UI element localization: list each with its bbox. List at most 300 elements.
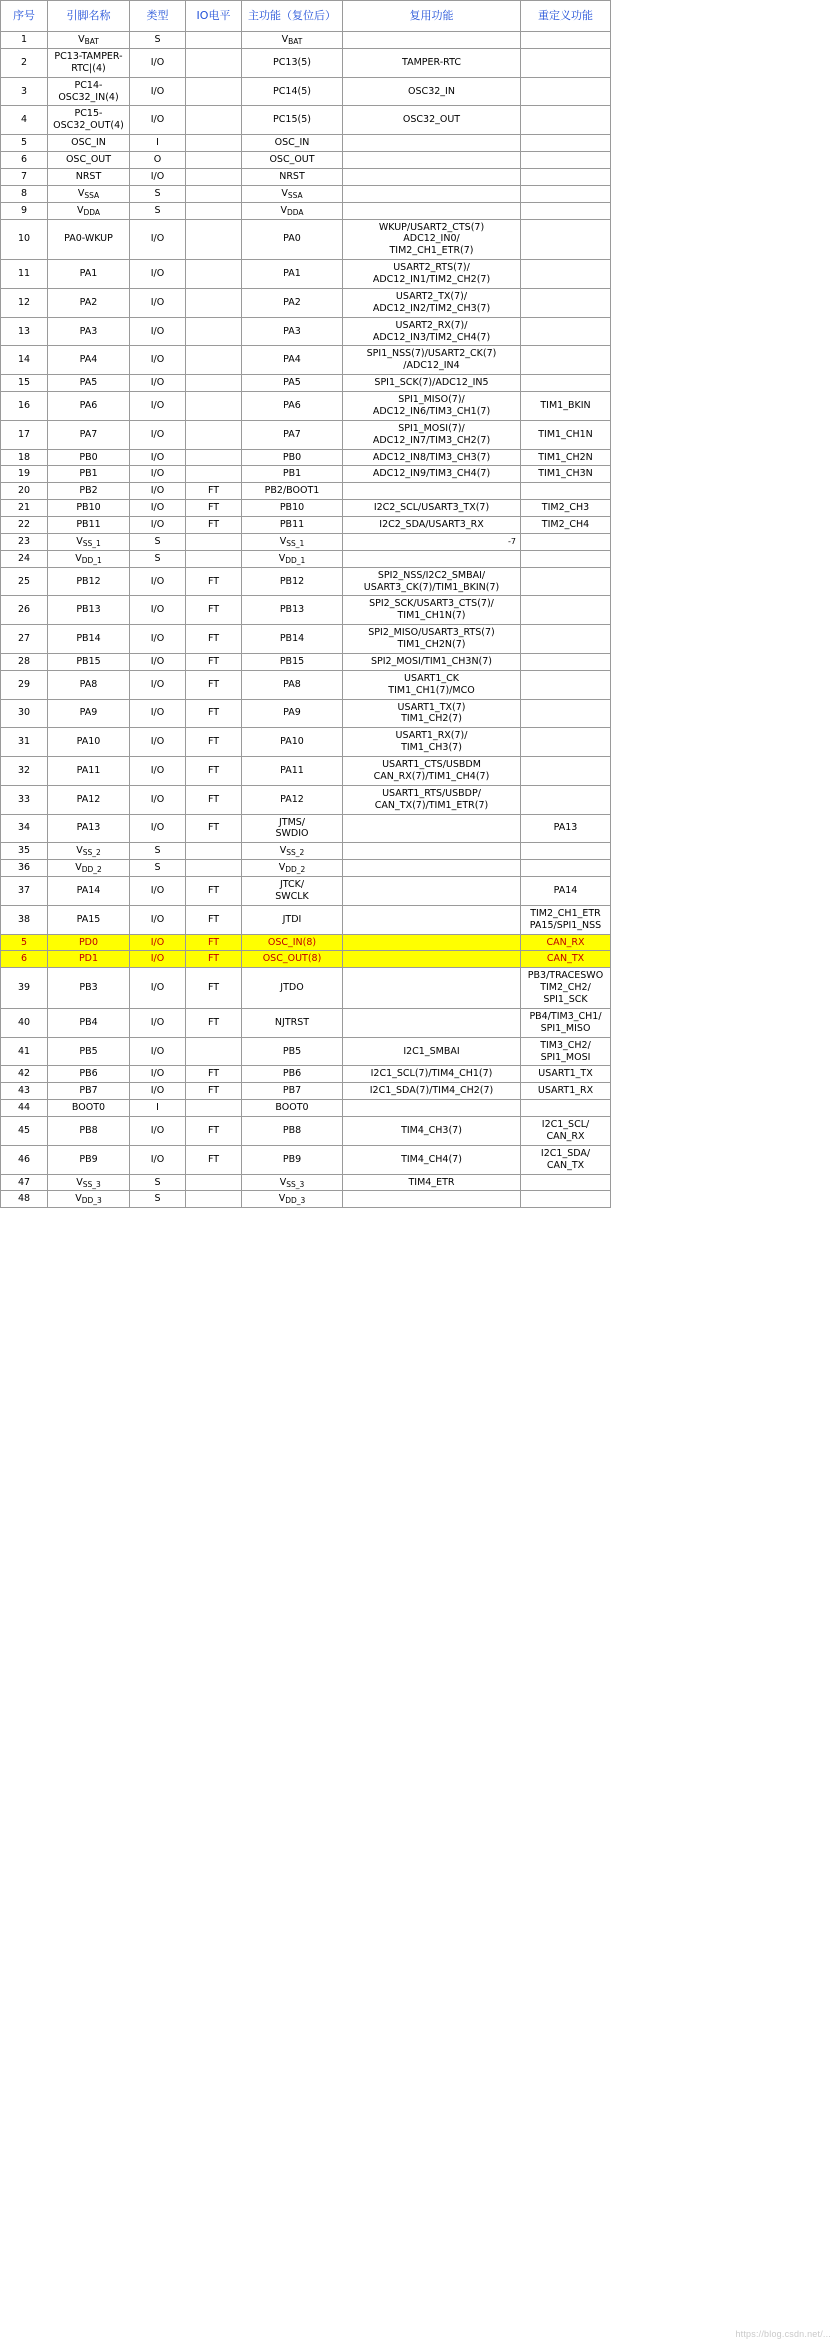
cell-index: 42 (1, 1066, 48, 1083)
table-row (1, 877, 611, 906)
cell-io-level: FT (186, 785, 242, 814)
table-row (1, 785, 611, 814)
cell-type: I/O (130, 219, 186, 260)
cell-index: 38 (1, 905, 48, 934)
cell-index: 47 (1, 1174, 48, 1191)
cell-type: I/O (130, 168, 186, 185)
cell-pin-name: PA0-WKUP (48, 219, 130, 260)
cell-alternate-function: TIM4_CH3(7) (343, 1117, 521, 1146)
cell-remap-function: I2C1_SCL/ CAN_RX (521, 1117, 611, 1146)
cell-index: 5 (1, 934, 48, 951)
cell-alternate-function: SPI2_SCK/USART3_CTS(7)/ TIM1_CH1N(7) (343, 596, 521, 625)
cell-index: 22 (1, 517, 48, 534)
cell-pin-name: PA12 (48, 785, 130, 814)
cell-io-level (186, 152, 242, 169)
cell-index: 4 (1, 106, 48, 135)
cell-io-level: FT (186, 1066, 242, 1083)
cell-alternate-function (343, 168, 521, 185)
cell-main-function: $V_{BAT}$ (242, 32, 343, 49)
cell-io-level: FT (186, 951, 242, 968)
cell-index: 6 (1, 951, 48, 968)
cell-index: 3 (1, 77, 48, 106)
cell-main-function: PB7 (242, 1083, 343, 1100)
table-row (1, 466, 611, 483)
cell-alternate-function (343, 202, 521, 219)
cell-io-level (186, 860, 242, 877)
cell-main-function: PA9 (242, 699, 343, 728)
header-alternate-function: 复用功能 (343, 1, 521, 32)
cell-remap-function (521, 202, 611, 219)
cell-index: 34 (1, 814, 48, 843)
cell-remap-function (521, 375, 611, 392)
cell-pin-name: PA10 (48, 728, 130, 757)
cell-type: I/O (130, 288, 186, 317)
cell-type: I/O (130, 317, 186, 346)
cell-type: I (130, 1100, 186, 1117)
header-index: 序号 (1, 1, 48, 32)
cell-main-function: PA8 (242, 670, 343, 699)
cell-io-level: FT (186, 500, 242, 517)
cell-pin-name: PA13 (48, 814, 130, 843)
cell-pin-name: $V_{SS\_1}$ (48, 533, 130, 550)
cell-pin-name: PB4 (48, 1008, 130, 1037)
cell-main-function: PB12 (242, 567, 343, 596)
cell-pin-name: PA2 (48, 288, 130, 317)
cell-alternate-function: SPI1_MISO(7)/ ADC12_IN6/TIM3_CH1(7) (343, 392, 521, 421)
cell-type: I/O (130, 1008, 186, 1037)
cell-alternate-function: I2C1_SCL(7)/TIM4_CH1(7) (343, 1066, 521, 1083)
cell-alternate-function (343, 533, 521, 550)
cell-alternate-function (343, 843, 521, 860)
table-row (1, 375, 611, 392)
table-row (1, 728, 611, 757)
table-row (1, 500, 611, 517)
cell-type: I/O (130, 905, 186, 934)
cell-index: 7 (1, 168, 48, 185)
cell-io-level (186, 1191, 242, 1208)
cell-io-level (186, 533, 242, 550)
table-row (1, 420, 611, 449)
cell-index: 35 (1, 843, 48, 860)
cell-remap-function (521, 670, 611, 699)
cell-remap-function: TIM1_CH1N (521, 420, 611, 449)
cell-type: S (130, 550, 186, 567)
cell-alternate-function: I2C2_SCL/USART3_TX(7) (343, 500, 521, 517)
cell-pin-name: PB10 (48, 500, 130, 517)
cell-main-function: PB5 (242, 1037, 343, 1066)
cell-index: 15 (1, 375, 48, 392)
cell-main-function: PA5 (242, 375, 343, 392)
cell-index: 9 (1, 202, 48, 219)
cell-io-level (186, 48, 242, 77)
cell-io-level: FT (186, 517, 242, 534)
cell-type: S (130, 1174, 186, 1191)
cell-type: S (130, 533, 186, 550)
cell-alternate-function: USART1_CK TIM1_CH1(7)/MCO (343, 670, 521, 699)
cell-remap-function: PB3/TRACESWO TIM2_CH2/ SPI1_SCK (521, 968, 611, 1009)
header-remap-function: 重定义功能 (521, 1, 611, 32)
cell-io-level (186, 260, 242, 289)
cell-pin-name: PA15 (48, 905, 130, 934)
cell-pin-name: PB9 (48, 1145, 130, 1174)
cell-alternate-function: SPI1_SCK(7)/ADC12_IN5 (343, 375, 521, 392)
cell-alternate-function (343, 1008, 521, 1037)
cell-io-level (186, 135, 242, 152)
cell-remap-function (521, 860, 611, 877)
cell-io-level: FT (186, 1145, 242, 1174)
cell-type: O (130, 152, 186, 169)
cell-io-level (186, 168, 242, 185)
cell-alternate-function (343, 32, 521, 49)
cell-alternate-function (343, 968, 521, 1009)
table-body (1, 32, 611, 1208)
cell-main-function: PB11 (242, 517, 343, 534)
cell-pin-name: PC15-OSC32_OUT(4) (48, 106, 130, 135)
cell-io-level (186, 202, 242, 219)
header-io-level: IO电平 (186, 1, 242, 32)
cell-main-function: $V_{SS\_1}$ (242, 533, 343, 550)
cell-pin-name: PA6 (48, 392, 130, 421)
cell-index: 5 (1, 135, 48, 152)
cell-pin-name: $V_{DDA}$ (48, 202, 130, 219)
cell-type: I/O (130, 567, 186, 596)
cell-alternate-function: TIM4_ETR (343, 1174, 521, 1191)
table-row (1, 951, 611, 968)
cell-io-level (186, 346, 242, 375)
cell-io-level (186, 375, 242, 392)
table-row (1, 843, 611, 860)
cell-index: 26 (1, 596, 48, 625)
cell-remap-function (521, 1191, 611, 1208)
cell-type: I/O (130, 1037, 186, 1066)
cell-main-function: PA1 (242, 260, 343, 289)
cell-type: I/O (130, 1066, 186, 1083)
cell-type: S (130, 32, 186, 49)
cell-pin-name: $V_{DD\_1}$ (48, 550, 130, 567)
table-row (1, 1191, 611, 1208)
cell-main-function: PB0 (242, 449, 343, 466)
cell-io-level: FT (186, 1008, 242, 1037)
table-row (1, 533, 611, 550)
cell-io-level (186, 106, 242, 135)
cell-index: 32 (1, 757, 48, 786)
cell-pin-name: BOOT0 (48, 1100, 130, 1117)
cell-pin-name: PA7 (48, 420, 130, 449)
cell-alternate-function: SPI2_MISO/USART3_RTS(7) TIM1_CH2N(7) (343, 625, 521, 654)
cell-io-level: FT (186, 483, 242, 500)
cell-main-function: PA11 (242, 757, 343, 786)
cell-alternate-function (343, 951, 521, 968)
cell-remap-function (521, 48, 611, 77)
cell-pin-name: NRST (48, 168, 130, 185)
cell-remap-function: PA13 (521, 814, 611, 843)
cell-type: I/O (130, 77, 186, 106)
cell-main-function: PB13 (242, 596, 343, 625)
table-row (1, 860, 611, 877)
cell-type: I/O (130, 934, 186, 951)
cell-type: I/O (130, 1117, 186, 1146)
table-row (1, 1117, 611, 1146)
cell-pin-name: PC13-TAMPER-RTC|(4) (48, 48, 130, 77)
cell-index: 23 (1, 533, 48, 550)
cell-main-function: OSC_IN(8) (242, 934, 343, 951)
table-row (1, 392, 611, 421)
cell-pin-name: OSC_IN (48, 135, 130, 152)
cell-io-level (186, 550, 242, 567)
cell-io-level: FT (186, 1083, 242, 1100)
cell-remap-function: TIM1_CH3N (521, 466, 611, 483)
cell-type: I/O (130, 877, 186, 906)
header-main-function: 主功能（复位后） (242, 1, 343, 32)
cell-pin-name: PB0 (48, 449, 130, 466)
cell-main-function: OSC_OUT (242, 152, 343, 169)
cell-index: 30 (1, 699, 48, 728)
cell-pin-name: PA14 (48, 877, 130, 906)
table-row (1, 1083, 611, 1100)
cell-io-level: FT (186, 814, 242, 843)
cell-main-function: JTMS/ SWDIO (242, 814, 343, 843)
cell-main-function: PA3 (242, 317, 343, 346)
cell-main-function: PB2/BOOT1 (242, 483, 343, 500)
cell-type: I/O (130, 392, 186, 421)
table-row (1, 260, 611, 289)
table-row (1, 567, 611, 596)
cell-main-function: $V_{SSA}$ (242, 185, 343, 202)
cell-alternate-function: OSC32_IN (343, 77, 521, 106)
table-row (1, 483, 611, 500)
table-row (1, 1174, 611, 1191)
cell-main-function: $V_{DD\_1}$ (242, 550, 343, 567)
cell-alternate-function: SPI2_MOSI/TIM1_CH3N(7) (343, 653, 521, 670)
cell-remap-function: TIM2_CH4 (521, 517, 611, 534)
table-header-row (1, 1, 611, 32)
cell-alternate-function (343, 860, 521, 877)
cell-io-level: FT (186, 934, 242, 951)
cell-index: 21 (1, 500, 48, 517)
table-row (1, 550, 611, 567)
cell-index: 24 (1, 550, 48, 567)
cell-main-function: $V_{DD\_3}$ (242, 1191, 343, 1208)
cell-index: 11 (1, 260, 48, 289)
table-row (1, 449, 611, 466)
cell-pin-name: PB8 (48, 1117, 130, 1146)
cell-index: 33 (1, 785, 48, 814)
cell-alternate-function: USART1_CTS/USBDM CAN_RX(7)/TIM1_CH4(7) (343, 757, 521, 786)
table-row (1, 1100, 611, 1117)
cell-type: S (130, 843, 186, 860)
table-row (1, 219, 611, 260)
cell-index: 27 (1, 625, 48, 654)
cell-type: I/O (130, 1083, 186, 1100)
cell-type: I/O (130, 517, 186, 534)
cell-io-level (186, 466, 242, 483)
cell-type: I/O (130, 260, 186, 289)
table-row (1, 152, 611, 169)
header-pin-name: 引脚名称 (48, 1, 130, 32)
cell-main-function: JTDO (242, 968, 343, 1009)
cell-index: 44 (1, 1100, 48, 1117)
cell-alternate-function (343, 550, 521, 567)
cell-remap-function (521, 152, 611, 169)
cell-remap-function (521, 32, 611, 49)
cell-type: I/O (130, 449, 186, 466)
cell-remap-function: USART1_RX (521, 1083, 611, 1100)
cell-alternate-function (343, 877, 521, 906)
table-row (1, 757, 611, 786)
cell-type: I/O (130, 625, 186, 654)
cell-io-level: FT (186, 699, 242, 728)
table-row (1, 48, 611, 77)
cell-type: I (130, 135, 186, 152)
cell-index: 48 (1, 1191, 48, 1208)
cell-pin-name: PA3 (48, 317, 130, 346)
cell-remap-function: TIM1_BKIN (521, 392, 611, 421)
cell-type: S (130, 860, 186, 877)
cell-io-level (186, 32, 242, 49)
cell-remap-function (521, 346, 611, 375)
cell-type: I/O (130, 483, 186, 500)
cell-index: 2 (1, 48, 48, 77)
cell-remap-function (521, 168, 611, 185)
cell-index: 45 (1, 1117, 48, 1146)
cell-alternate-function: SPI1_MOSI(7)/ ADC12_IN7/TIM3_CH2(7) (343, 420, 521, 449)
table-row (1, 135, 611, 152)
cell-alternate-function: OSC32_OUT (343, 106, 521, 135)
watermark: https://blog.csdn.net/... (735, 2329, 831, 2339)
cell-main-function: JTDI (242, 905, 343, 934)
cell-alternate-function: USART2_RX(7)/ ADC12_IN3/TIM2_CH4(7) (343, 317, 521, 346)
cell-remap-function (521, 1174, 611, 1191)
cell-type: I/O (130, 375, 186, 392)
cell-main-function: JTCK/ SWCLK (242, 877, 343, 906)
cell-index: 16 (1, 392, 48, 421)
cell-remap-function (521, 533, 611, 550)
table-row (1, 1066, 611, 1083)
cell-remap-function: PB4/TIM3_CH1/ SPI1_MISO (521, 1008, 611, 1037)
cell-main-function: OSC_OUT(8) (242, 951, 343, 968)
table-row (1, 288, 611, 317)
table-row (1, 185, 611, 202)
cell-alternate-function (343, 135, 521, 152)
cell-io-level (186, 185, 242, 202)
table-row (1, 1008, 611, 1037)
cell-index: 12 (1, 288, 48, 317)
cell-type: I/O (130, 346, 186, 375)
cell-main-function: PC14(5) (242, 77, 343, 106)
table-row (1, 202, 611, 219)
cell-remap-function (521, 550, 611, 567)
cell-remap-function: TIM1_CH2N (521, 449, 611, 466)
cell-type: I/O (130, 466, 186, 483)
cell-index: 10 (1, 219, 48, 260)
cell-alternate-function: USART1_RTS/USBDP/ CAN_TX(7)/TIM1_ETR(7) (343, 785, 521, 814)
cell-alternate-function: USART2_TX(7)/ ADC12_IN2/TIM2_CH3(7) (343, 288, 521, 317)
cell-io-level: FT (186, 596, 242, 625)
cell-pin-name: PD0 (48, 934, 130, 951)
cell-pin-name: PA11 (48, 757, 130, 786)
cell-remap-function: CAN_RX (521, 934, 611, 951)
cell-main-function: PB1 (242, 466, 343, 483)
cell-io-level: FT (186, 1117, 242, 1146)
cell-alternate-function (343, 185, 521, 202)
cell-remap-function: TIM2_CH1_ETR PA15/SPI1_NSS (521, 905, 611, 934)
cell-alternate-function: ADC12_IN9/TIM3_CH4(7) (343, 466, 521, 483)
cell-pin-name: PB5 (48, 1037, 130, 1066)
table-row (1, 934, 611, 951)
cell-index: 46 (1, 1145, 48, 1174)
cell-io-level (186, 420, 242, 449)
cell-remap-function (521, 1100, 611, 1117)
table-row (1, 106, 611, 135)
cell-pin-name: PA4 (48, 346, 130, 375)
cell-alternate-function: SPI2_NSS/I2C2_SMBAI/ USART3_CK(7)/TIM1_BKIN(7) (343, 567, 521, 596)
cell-pin-name: PB3 (48, 968, 130, 1009)
cell-index: 1 (1, 32, 48, 49)
cell-pin-name: $V_{SSA}$ (48, 185, 130, 202)
cell-io-level: FT (186, 653, 242, 670)
cell-index: 39 (1, 968, 48, 1009)
cell-remap-function: I2C1_SDA/ CAN_TX (521, 1145, 611, 1174)
cell-main-function: PB9 (242, 1145, 343, 1174)
table-row (1, 905, 611, 934)
cell-alternate-function: USART1_TX(7) TIM1_CH2(7) (343, 699, 521, 728)
cell-remap-function (521, 728, 611, 757)
cell-io-level (186, 1100, 242, 1117)
cell-index: 31 (1, 728, 48, 757)
cell-main-function: $V_{SS\_2}$ (242, 843, 343, 860)
cell-alternate-function: USART1_RX(7)/ TIM1_CH3(7) (343, 728, 521, 757)
cell-type: I/O (130, 596, 186, 625)
cell-type: S (130, 202, 186, 219)
cell-pin-name: PB14 (48, 625, 130, 654)
cell-index: 29 (1, 670, 48, 699)
cell-type: I/O (130, 728, 186, 757)
cell-io-level (186, 317, 242, 346)
cell-index: 6 (1, 152, 48, 169)
cell-alternate-function (343, 814, 521, 843)
cell-alternate-function: SPI1_NSS(7)/USART2_CK(7) /ADC12_IN4 (343, 346, 521, 375)
cell-io-level (186, 449, 242, 466)
cell-pin-name: PB15 (48, 653, 130, 670)
cell-alternate-function: USART2_RTS(7)/ ADC12_IN1/TIM2_CH2(7) (343, 260, 521, 289)
cell-io-level: FT (186, 905, 242, 934)
cell-io-level: FT (186, 670, 242, 699)
cell-io-level (186, 77, 242, 106)
cell-pin-name: PB6 (48, 1066, 130, 1083)
cell-index: 20 (1, 483, 48, 500)
cell-remap-function (521, 625, 611, 654)
cell-remap-function: TIM2_CH3 (521, 500, 611, 517)
cell-main-function: $V_{DD\_2}$ (242, 860, 343, 877)
cell-alternate-function (343, 934, 521, 951)
cell-type: I/O (130, 814, 186, 843)
cell-pin-name: PB1 (48, 466, 130, 483)
cell-alternate-function (343, 152, 521, 169)
table-row (1, 653, 611, 670)
cell-remap-function: TIM3_CH2/ SPI1_MOSI (521, 1037, 611, 1066)
cell-pin-name: PB12 (48, 567, 130, 596)
table-row (1, 596, 611, 625)
cell-main-function: OSC_IN (242, 135, 343, 152)
cell-main-function: PC13(5) (242, 48, 343, 77)
cell-io-level (186, 392, 242, 421)
cell-main-function: PB14 (242, 625, 343, 654)
table-row (1, 670, 611, 699)
cell-io-level (186, 288, 242, 317)
cell-alternate-function: TAMPER-RTC (343, 48, 521, 77)
cell-remap-function (521, 785, 611, 814)
cell-io-level: FT (186, 877, 242, 906)
